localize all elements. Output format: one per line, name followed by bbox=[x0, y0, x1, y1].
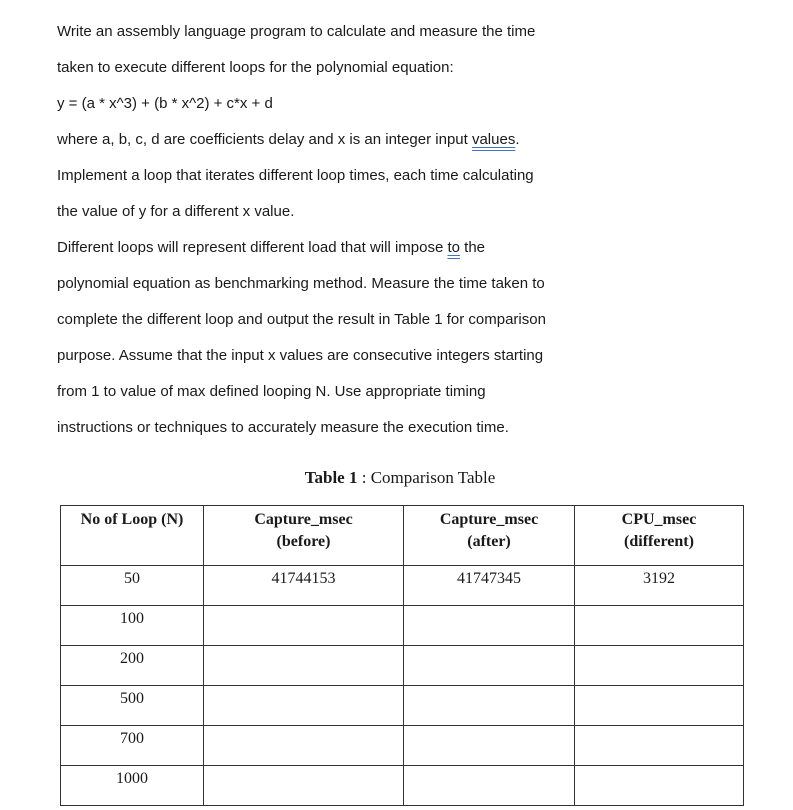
cell-cpu-diff: 3192 bbox=[575, 566, 744, 606]
text-line: complete the different loop and output the result in Table 1 for comparison bbox=[57, 311, 546, 328]
header-capture-before bbox=[204, 506, 404, 566]
header-cpu-diff bbox=[575, 506, 744, 566]
text-line: the value of y for a different x value. bbox=[57, 203, 295, 220]
comparison-table bbox=[60, 505, 744, 806]
cell-capture-before bbox=[204, 646, 404, 686]
cell-cpu-diff bbox=[575, 686, 744, 726]
cell-loop-count: 1000 bbox=[61, 766, 204, 806]
cell-capture-before bbox=[204, 606, 404, 646]
cell-capture-after bbox=[404, 646, 575, 686]
caption-text: : Comparison Table bbox=[357, 468, 496, 487]
text-segment: Different loops will represent different load that will impose bbox=[57, 239, 448, 256]
cell-loop-count: 700 bbox=[61, 726, 204, 766]
cell-capture-before bbox=[204, 686, 404, 726]
text-line bbox=[57, 230, 546, 266]
cell-capture-after bbox=[404, 686, 575, 726]
header-subtext: (before) bbox=[276, 533, 331, 550]
table-row bbox=[61, 726, 744, 766]
cell-capture-after bbox=[404, 606, 575, 646]
header-text: CPU_msec bbox=[621, 511, 697, 528]
text-line: from 1 to value of max defined looping N. Use appropriate timing bbox=[57, 383, 486, 400]
text-line: instructions or techniques to accurately measure the execution time. bbox=[57, 419, 509, 436]
text-line bbox=[57, 122, 546, 158]
text-line: purpose. Assume that the input x values are consecutive integers starting bbox=[57, 347, 544, 364]
instructions-paragraph bbox=[57, 14, 546, 446]
cell-capture-after: 41747345 bbox=[404, 566, 575, 606]
header-loop-count bbox=[61, 506, 204, 566]
header-text: Capture_msec bbox=[254, 511, 353, 528]
header-subtext: (after) bbox=[467, 533, 511, 550]
text-segment: the bbox=[460, 239, 486, 256]
table-caption bbox=[0, 468, 793, 488]
table-row bbox=[61, 606, 744, 646]
table-row bbox=[61, 766, 744, 806]
text-line: polynomial equation as benchmarking method. Measure the time taken to bbox=[57, 275, 545, 292]
header-capture-after bbox=[404, 506, 575, 566]
cell-capture-before: 41744153 bbox=[204, 566, 404, 606]
header-subtext: (different) bbox=[624, 533, 694, 550]
text-line: Implement a loop that iterates different loop times, each time calculating bbox=[57, 167, 534, 184]
text-line: taken to execute different loops for the polynomial equation: bbox=[57, 59, 454, 76]
text-segment: . bbox=[515, 131, 520, 148]
cell-capture-before bbox=[204, 766, 404, 806]
header-text: No of Loop (N) bbox=[80, 511, 184, 528]
cell-cpu-diff bbox=[575, 766, 744, 806]
equation-line: y = (a * x^3) + (b * x^2) + c*x + d bbox=[57, 95, 273, 112]
caption-label: Table 1 bbox=[304, 468, 358, 487]
text-segment: where a, b, c, d are coefficients delay and x is an integer input bbox=[57, 131, 472, 148]
cell-loop-count: 50 bbox=[61, 566, 204, 606]
text-line: Write an assembly language program to calculate and measure the time bbox=[57, 23, 536, 40]
table-row bbox=[61, 686, 744, 726]
table-row bbox=[61, 646, 744, 686]
cell-cpu-diff bbox=[575, 646, 744, 686]
table-header-row bbox=[61, 506, 744, 566]
grammar-flag[interactable]: to bbox=[447, 239, 460, 256]
header-text: Capture_msec bbox=[439, 511, 539, 528]
cell-cpu-diff bbox=[575, 606, 744, 646]
cell-loop-count: 100 bbox=[61, 606, 204, 646]
cell-loop-count: 200 bbox=[61, 646, 204, 686]
table-row bbox=[61, 566, 744, 606]
cell-capture-after bbox=[404, 726, 575, 766]
cell-capture-before bbox=[204, 726, 404, 766]
cell-cpu-diff bbox=[575, 726, 744, 766]
cell-loop-count: 500 bbox=[61, 686, 204, 726]
grammar-flag[interactable]: values bbox=[471, 131, 516, 148]
cell-capture-after bbox=[404, 766, 575, 806]
